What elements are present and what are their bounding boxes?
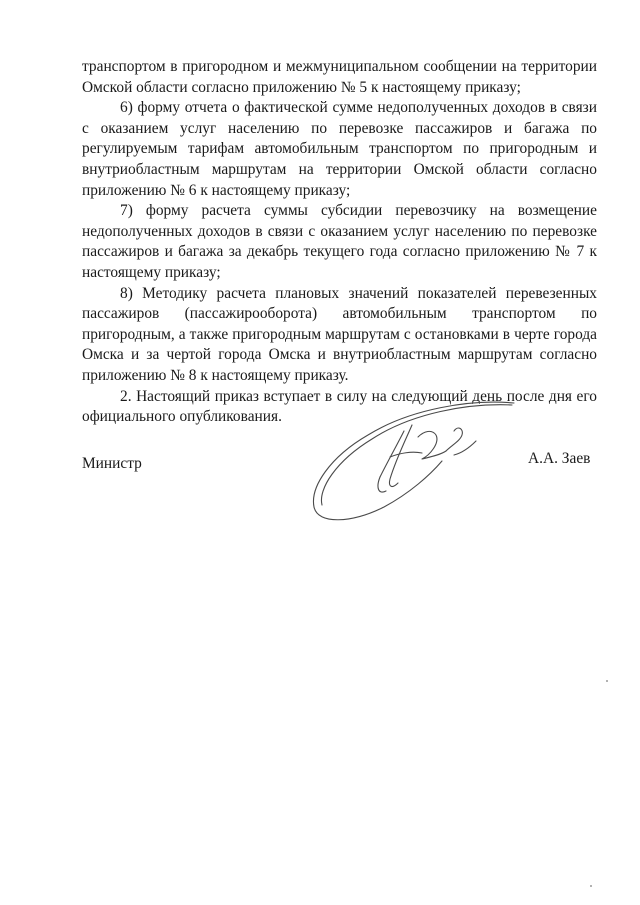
- handwritten-signature: [300, 395, 530, 530]
- paragraph-item-6: 6) форму отчета о фактической сумме недополученных доходов в связи с оказанием услуг населению по перевозке пассажиров и багажа по регулируемым тарифам автомобильным транспортом по пригородным и внутриобластным маршрутам на территории Омской области согласно приложению № 6 к настоящему приказу;: [82, 99, 597, 199]
- scan-speck: [606, 680, 608, 682]
- signatory-title: Министр: [82, 455, 142, 472]
- scan-speck: [590, 885, 592, 887]
- paragraph-item-7: 7) форму расчета суммы субсидии перевозчику на возмещение недополученных доходов в связи с оказанием услуг населению по перевозке пассажиров и багажа за декабрь текущего года согласно приложению № 7 к настоящему приказу;: [82, 202, 597, 281]
- signatory-name: А.А. Заев: [528, 450, 591, 467]
- paragraph-effective-date: 2. Настоящий приказ вступает в силу на следующий день после дня его официального опубликования.: [82, 387, 597, 426]
- paragraph-item-8: 8) Методику расчета плановых значений показателей перевезенных пассажиров (пассажирооборота) автомобильным транспортом по пригородным, а также пригородным маршрутам с остановками в черте города Омска и за чертой города Омска и внутриобластным маршрутам согласно приложению № 8 к настоящему приказу.: [82, 284, 597, 384]
- paragraph-continuation: транспортом в пригородном и межмуниципальном сообщении на территории Омской области согласно приложению № 5 к настоящему приказу;: [82, 58, 597, 96]
- document-body: [82, 57, 597, 428]
